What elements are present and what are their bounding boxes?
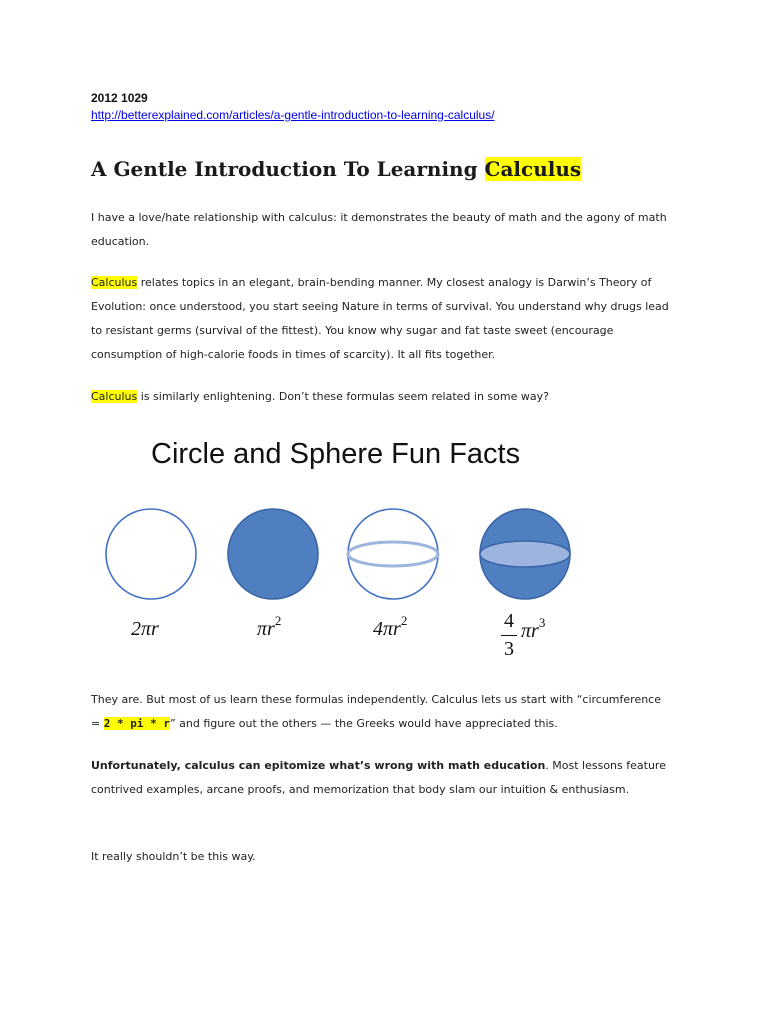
formula-main: πr [257, 618, 275, 640]
article-title [91, 157, 581, 181]
paragraph-text: ” and figure out the others — the Greeks would have appreciated this. [169, 717, 558, 730]
paragraph-formulas-related [91, 688, 671, 736]
fraction-bar [501, 635, 517, 636]
code-highlight: 2 * pi * r [103, 717, 170, 730]
paragraph-text: They are. But most of us learn these formulas independently. Calculus lets us start with “circumference = [91, 693, 661, 730]
sphere-outline-shape [345, 508, 441, 604]
calculus-highlight: Calculus [91, 276, 138, 289]
fraction-numerator: 4 [504, 610, 514, 632]
surface-area-formula [373, 613, 408, 641]
formula-main: 2πr [131, 618, 159, 640]
circle-outline-shape [103, 508, 199, 604]
paragraph-text: relates topics in an elegant, brain-bending manner. My closest analogy is Darwin’s Theory of Evolution: once understood, you start seeing Nature in terms of survival. You understand why drugs lead to resistant germs (survival of the fittest). You know why sugar and fat taste sweet (encourage consumption of high-calorie foods in times of scarcity). It all fits together. [91, 276, 669, 361]
formula-exponent: 3 [538, 615, 546, 630]
filled-disc-shape [225, 508, 321, 604]
paragraph-text: . Most lessons feature contrived examples, arcane proofs, and memorization that body slam our intuition & enthusiasm. [91, 759, 666, 796]
formula-main: 4πr [373, 618, 401, 640]
source-link[interactable]: http://betterexplained.com/articles/a-gentle-introduction-to-learning-calculus/ [91, 108, 495, 122]
area-formula [257, 613, 282, 641]
circumference-formula [131, 618, 159, 641]
bold-statement: Unfortunately, calculus can epitomize what’s wrong with math education [91, 759, 546, 772]
paragraph-intro: I have a love/hate relationship with calculus: it demonstrates the beauty of math and the agony of math education. [91, 211, 667, 248]
title-text: A Gentle Introduction To Learning [91, 157, 485, 181]
paragraph-enlightening [91, 385, 671, 409]
paragraph-calculus-analogy [91, 271, 671, 367]
paragraph-math-education [91, 754, 671, 802]
volume-formula [521, 615, 546, 643]
formula-exponent: 2 [400, 613, 408, 628]
solid-sphere-shape [477, 508, 573, 604]
volume-fraction [501, 610, 517, 661]
fraction-denominator: 3 [504, 638, 514, 660]
title-highlight: Calculus [484, 157, 582, 181]
circle-sphere-figure [91, 430, 591, 670]
calculus-highlight: Calculus [91, 390, 138, 403]
paragraph-text: is similarly enlightening. Don’t these formulas seem related in some way? [137, 390, 549, 403]
formula-main: πr [521, 620, 539, 642]
figure-title: Circle and Sphere Fun Facts [151, 438, 521, 470]
paragraph-closing: It really shouldn’t be this way. [91, 850, 256, 863]
document-date: 2012 1029 [91, 91, 148, 105]
formula-exponent: 2 [274, 613, 282, 628]
